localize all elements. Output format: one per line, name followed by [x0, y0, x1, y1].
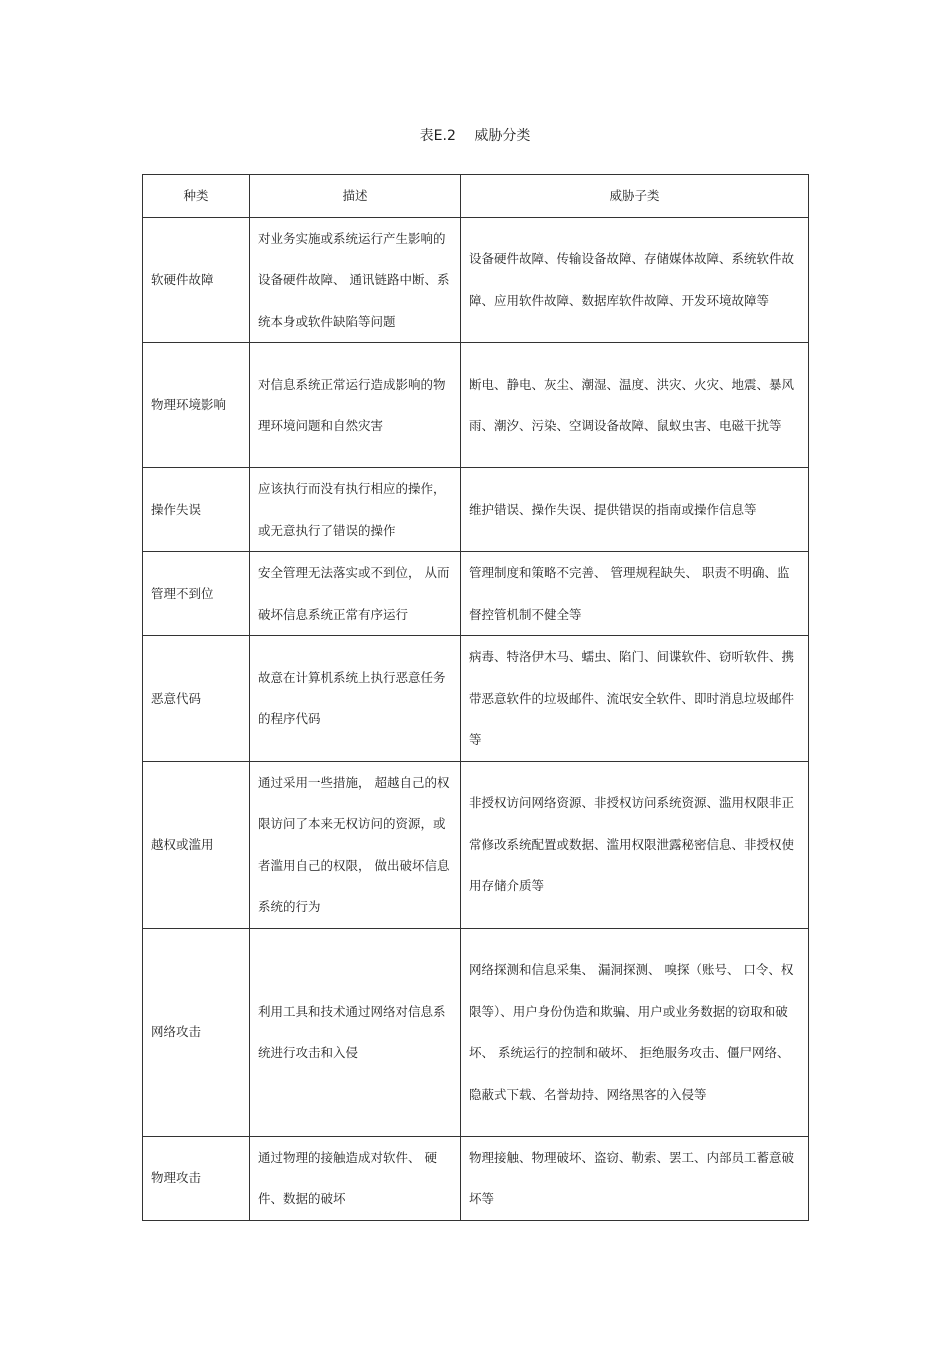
table-row [143, 1136, 809, 1220]
column-header-description: 描述 [250, 175, 461, 218]
description-cell: 对信息系统正常运行造成影响的物理环境问题和自然灾害 [250, 343, 461, 468]
table-row [143, 761, 809, 928]
table-caption [0, 126, 950, 146]
subclasses-cell: 非授权访问网络资源、非授权访问系统资源、滥用权限非正常修改系统配置或数据、滥用权限泄露秘密信息、非授权使用存储介质等 [461, 761, 809, 928]
table-row [143, 928, 809, 1136]
table-row [143, 343, 809, 468]
table-row [143, 468, 809, 552]
kind-cell: 物理环境影响 [143, 343, 250, 468]
table-row [143, 636, 809, 762]
subclasses-cell: 设备硬件故障、传输设备故障、存储媒体故障、系统软件故障、应用软件故障、数据库软件故障、开发环境故障等 [461, 217, 809, 343]
kind-cell: 管理不到位 [143, 552, 250, 636]
column-header-kind: 种类 [143, 175, 250, 218]
kind-cell: 网络攻击 [143, 928, 250, 1136]
subclasses-cell: 断电、静电、灰尘、潮湿、温度、洪灾、火灾、地震、暴风雨、潮汐、污染、空调设备故障、鼠蚁虫害、电磁干扰等 [461, 343, 809, 468]
table-title: 威胁分类 [474, 128, 531, 144]
subclasses-cell: 网络探测和信息采集、 漏洞探测、 嗅探（账号、 口令、权限等）、用户身份伪造和欺骗、用户或业务数据的窃取和破坏、 系统运行的控制和破坏、 拒绝服务攻击、僵尸网络、隐蔽式下载、名誉劫持、网络黑客的入侵等 [461, 928, 809, 1136]
subclasses-cell: 病毒、特洛伊木马、蠕虫、陷门、间谍软件、窃听软件、携带恶意软件的垃圾邮件、流氓安全软件、即时消息垃圾邮件等 [461, 636, 809, 762]
kind-cell: 软硬件故障 [143, 217, 250, 343]
table-number: 表E.2 [419, 128, 456, 144]
kind-cell: 恶意代码 [143, 636, 250, 762]
description-cell: 安全管理无法落实或不到位， 从而破坏信息系统正常有序运行 [250, 552, 461, 636]
table-row [143, 217, 809, 343]
threat-classification-table [142, 174, 809, 1221]
kind-cell: 物理攻击 [143, 1136, 250, 1220]
table-row [143, 552, 809, 636]
description-cell: 利用工具和技术通过网络对信息系统进行攻击和入侵 [250, 928, 461, 1136]
column-header-subclasses: 威胁子类 [461, 175, 809, 218]
subclasses-cell: 管理制度和策略不完善、 管理规程缺失、 职责不明确、监督控管机制不健全等 [461, 552, 809, 636]
kind-cell: 操作失误 [143, 468, 250, 552]
description-cell: 故意在计算机系统上执行恶意任务的程序代码 [250, 636, 461, 762]
description-cell: 应该执行而没有执行相应的操作，或无意执行了错误的操作 [250, 468, 461, 552]
subclasses-cell: 维护错误、操作失误、提供错误的指南或操作信息等 [461, 468, 809, 552]
kind-cell: 越权或滥用 [143, 761, 250, 928]
header-row [143, 175, 809, 218]
subclasses-cell: 物理接触、物理破坏、盗窃、勒索、罢工、内部员工蓄意破坏等 [461, 1136, 809, 1220]
description-cell: 对业务实施或系统运行产生影响的设备硬件故障、 通讯链路中断、系统本身或软件缺陷等问题 [250, 217, 461, 343]
description-cell: 通过物理的接触造成对软件、 硬件、数据的破坏 [250, 1136, 461, 1220]
description-cell: 通过采用一些措施， 超越自己的权限访问了本来无权访问的资源，或者滥用自己的权限， 做出破坏信息系统的行为 [250, 761, 461, 928]
